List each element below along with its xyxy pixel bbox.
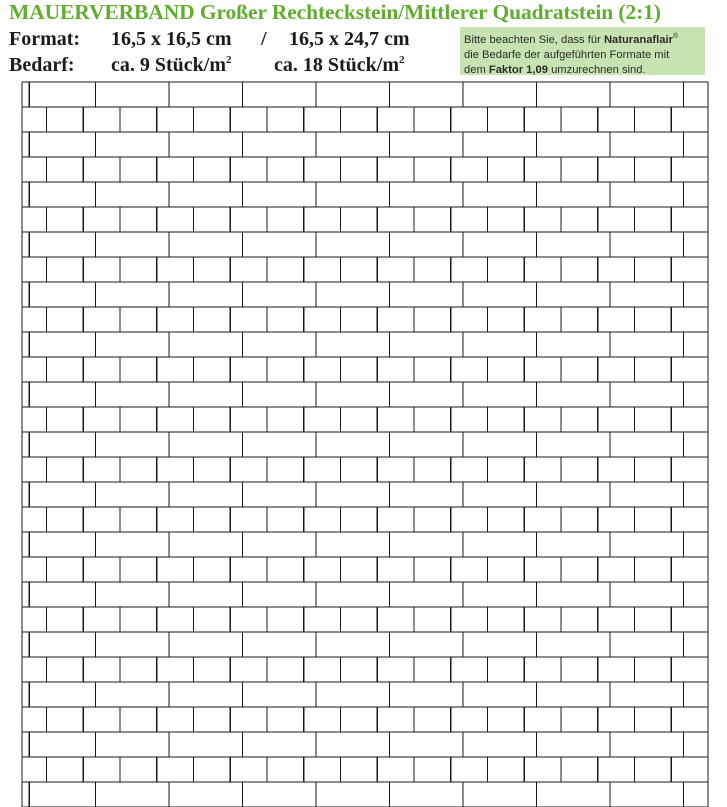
format-value-rectangle: 16,5 x 24,7 cm xyxy=(289,28,410,50)
note-brand: Naturanaflair xyxy=(603,34,673,46)
note-line-1-text: Bitte beachten Sie, dass für xyxy=(464,34,601,46)
note-factor: Faktor 1,09 xyxy=(488,64,548,76)
format-value-square: 16,5 x 16,5 cm xyxy=(111,28,232,50)
note-line-2: die Bedarfe der aufgeführten Formate mit xyxy=(464,49,670,61)
bedarf-exponent-2: 2 xyxy=(399,54,405,66)
note-line-3-prefix: dem xyxy=(464,64,486,76)
format-separator: / xyxy=(261,28,267,50)
note-registered-mark: ® xyxy=(672,33,679,40)
bedarf-exponent-1: 2 xyxy=(226,54,232,66)
page-title: MAUERVERBAND Großer Rechteckstein/Mittlerer Quadratstein (2:1) xyxy=(9,0,661,24)
bedarf-value-rectangle-text: ca. 18 Stück/m xyxy=(274,54,399,76)
bedarf-label: Bedarf: xyxy=(9,54,75,76)
format-label: Format: xyxy=(9,28,81,50)
note-line-3-suffix: umzurechnen sind. xyxy=(551,64,646,76)
bedarf-value-square-text: ca. 9 Stück/m xyxy=(111,54,226,76)
